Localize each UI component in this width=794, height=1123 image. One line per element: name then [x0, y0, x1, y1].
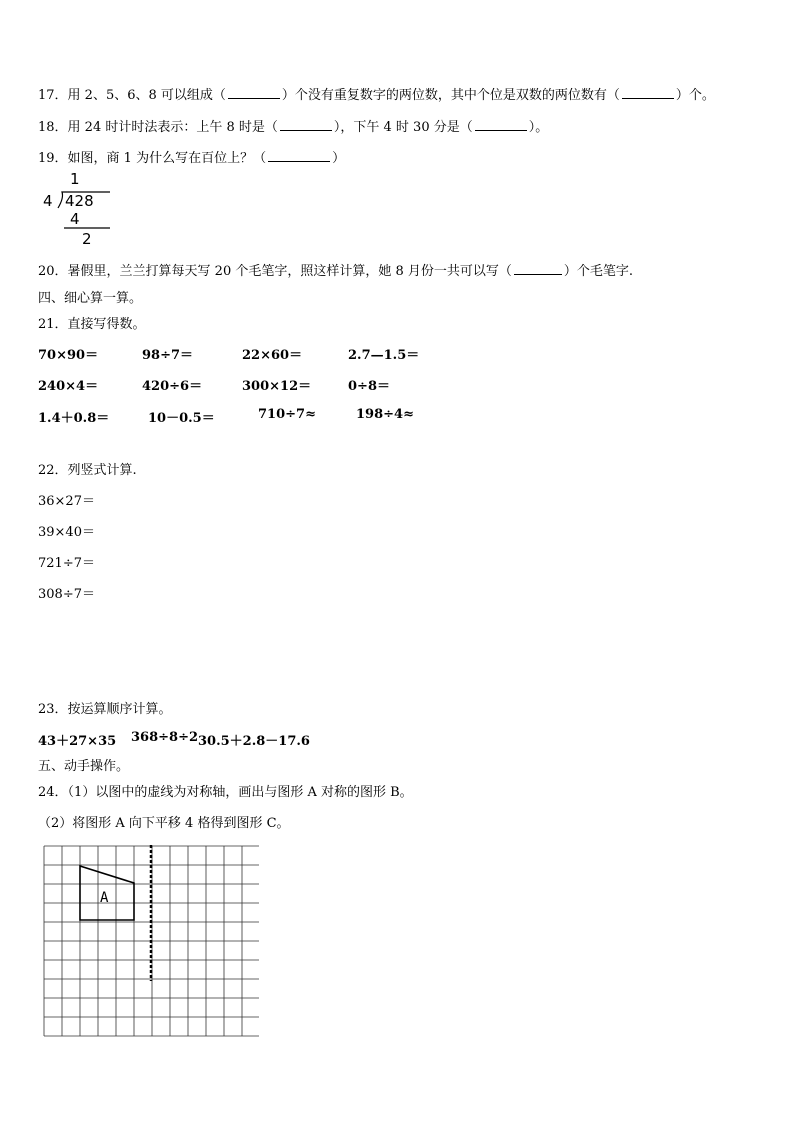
q22-item: 39×40＝ — [38, 525, 95, 540]
q23-item: 368÷8÷2 — [131, 730, 199, 745]
q22-item: 721÷7＝ — [38, 556, 95, 571]
q21-item: 10－0.5＝ — [148, 411, 215, 426]
q21-item: 98÷7＝ — [142, 348, 194, 363]
question-17 — [38, 84, 715, 103]
division-dividend: 428 — [65, 192, 94, 210]
q17-prefix: 17．用 2、5、6、8 可以组成（ — [38, 88, 226, 103]
q19-suffix: ） — [332, 151, 346, 166]
q21-item: 710÷7≈ — [258, 407, 316, 422]
question-20 — [38, 260, 633, 279]
q20-blank[interactable] — [514, 262, 562, 275]
q17-blank-2[interactable] — [622, 86, 674, 99]
q17-mid: ）个没有重复数字的两位数，其中个位是双数的两位数有（ — [281, 88, 620, 103]
q21-item: 240×4＝ — [38, 379, 99, 394]
q19-blank[interactable] — [268, 149, 330, 162]
division-quotient: 1 — [70, 170, 80, 188]
q21-item: 1.4＋0.8＝ — [38, 411, 110, 426]
q20-prefix: 20．暑假里，兰兰打算每天写 20 个毛笔字，照这样计算，她 8 月份一共可以写（ — [38, 264, 512, 279]
q21-item: 300×12＝ — [242, 379, 312, 394]
division-remainder: 2 — [82, 230, 92, 248]
q23-item: 30.5＋2.8－17.6 — [198, 734, 310, 749]
q23-title: 23．按运算顺序计算。 — [38, 702, 172, 717]
q21-item: 198÷4≈ — [356, 407, 414, 422]
q24-part-2: （2）将图形 A 向下平移 4 格得到图形 C。 — [38, 816, 290, 831]
q18-prefix: 18．用 24 时计时法表示：上午 8 时是（ — [38, 120, 278, 135]
q18-mid: ），下午 4 时 30 分是（ — [333, 120, 473, 135]
q21-item: 22×60＝ — [242, 348, 303, 363]
q21-item: 70×90＝ — [38, 348, 99, 363]
section-4-heading: 四、细心算一算。 — [38, 291, 143, 306]
q19-prefix: 19．如图，商 1 为什么写在百位上？（ — [38, 151, 267, 166]
q21-item: 0÷8＝ — [348, 379, 390, 394]
q23-item: 43＋27×35 — [38, 734, 117, 749]
q18-blank-1[interactable] — [280, 118, 332, 131]
question-18 — [38, 116, 548, 135]
shape-a-label: A — [100, 890, 109, 906]
square-grid — [43, 845, 259, 1037]
q22-item: 308÷7＝ — [38, 587, 95, 602]
q21-item: 2.7—1.5＝ — [348, 348, 420, 363]
q17-blank-1[interactable] — [228, 86, 280, 99]
q22-title: 22．列竖式计算. — [38, 463, 137, 478]
q18-suffix: ）。 — [528, 120, 549, 135]
division-divisor: 4 — [43, 192, 53, 210]
q21-item: 420÷6＝ — [142, 379, 203, 394]
section-5-heading: 五、动手操作。 — [38, 759, 130, 774]
long-division-figure — [40, 170, 115, 248]
division-product: 4 — [70, 210, 80, 228]
q22-item: 36×27＝ — [38, 494, 95, 509]
question-19 — [38, 147, 345, 166]
q17-suffix: ）个。 — [675, 88, 715, 103]
q18-blank-2[interactable] — [475, 118, 527, 131]
q24-part-1: 24．（1）以图中的虚线为对称轴，画出与图形 A 对称的图形 B。 — [38, 785, 413, 800]
q20-suffix: ）个毛笔字. — [563, 264, 634, 279]
q21-title: 21．直接写得数。 — [38, 317, 146, 332]
